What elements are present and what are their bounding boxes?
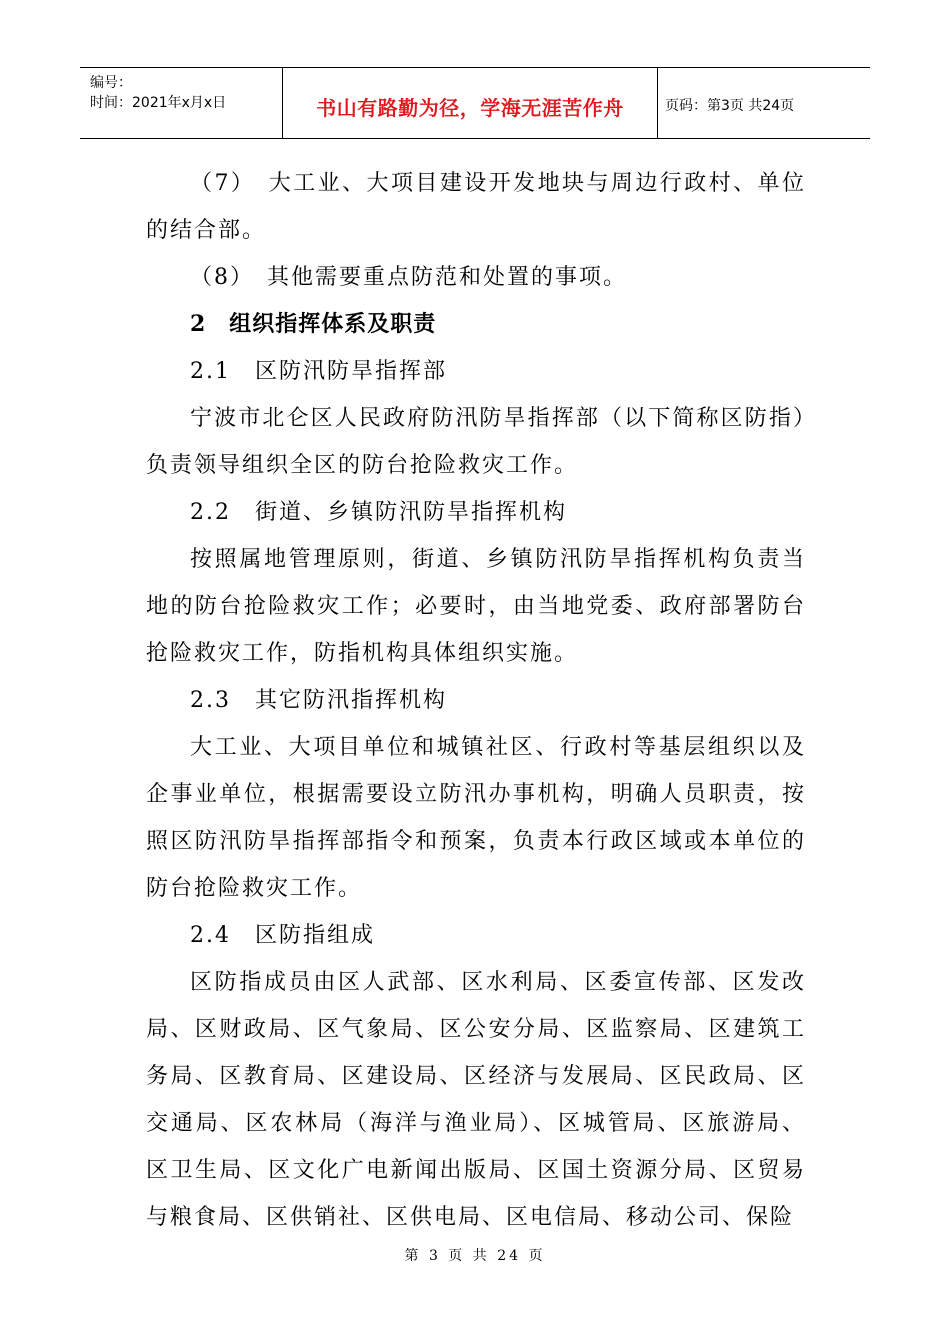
number-label: 编号： <box>90 75 132 91</box>
header-motto-cell <box>283 68 658 138</box>
paragraph: 大工业、大项目单位和城镇社区、行政村等基层组织以及企事业单位，根据需要设立防汛办事机构，明确人员职责，按照区防汛防旱指挥部指令和预案，负责本行政区域或本单位的防台抢险救灾工作。 <box>146 735 806 901</box>
motto-text: 书山有路勤为径，学海无涯苦作舟 <box>316 96 624 120</box>
paragraph: 区防指成员由区人武部、区水利局、区委宣传部、区发改局、区财政局、区气象局、区公安分局、区监察局、区建筑工务局、区教育局、区建设局、区经济与发展局、区民政局、区交通局、区农林局（海洋与渔业局）、区城管局、区旅游局、区卫生局、区文化广电新闻出版局、区国土资源分局、区贸易与粮食局、区供销社、区供电局、区电信局、移动公司、保险 <box>146 970 806 1230</box>
paragraph: （8） 其他需要重点防范和处置的事项。 <box>190 265 627 290</box>
paragraph: 按照属地管理原则，街道、乡镇防汛防旱指挥机构负责当地的防台抢险救灾工作；必要时，由当地党委、政府部署防台抢险救灾工作，防指机构具体组织实施。 <box>146 547 806 666</box>
document-body <box>146 160 806 1241</box>
subsection-heading: 2.4 区防指组成 <box>190 923 375 948</box>
section-heading: 2 组织指挥体系及职责 <box>190 311 437 337</box>
page-footer: 第 3 页 共 24 页 <box>404 1248 546 1264</box>
subsection-heading: 2.1 区防汛防旱指挥部 <box>190 359 447 384</box>
header-meta-cell <box>80 68 283 138</box>
subsection-heading: 2.2 街道、乡镇防汛防旱指挥机构 <box>190 500 567 525</box>
subsection-heading: 2.3 其它防汛指挥机构 <box>190 688 447 713</box>
document-header <box>80 67 870 139</box>
header-page-cell <box>665 68 794 138</box>
paragraph: （7） 大工业、大项目建设开发地块与周边行政村、单位的结合部。 <box>146 171 806 243</box>
paragraph: 宁波市北仑区人民政府防汛防旱指挥部（以下简称区防指）负责领导组织全区的防台抢险救灾工作。 <box>146 406 806 478</box>
page-info: 页码：第3页 共24页 <box>665 98 795 114</box>
time-label: 时间：2021年x月x日 <box>90 95 227 111</box>
